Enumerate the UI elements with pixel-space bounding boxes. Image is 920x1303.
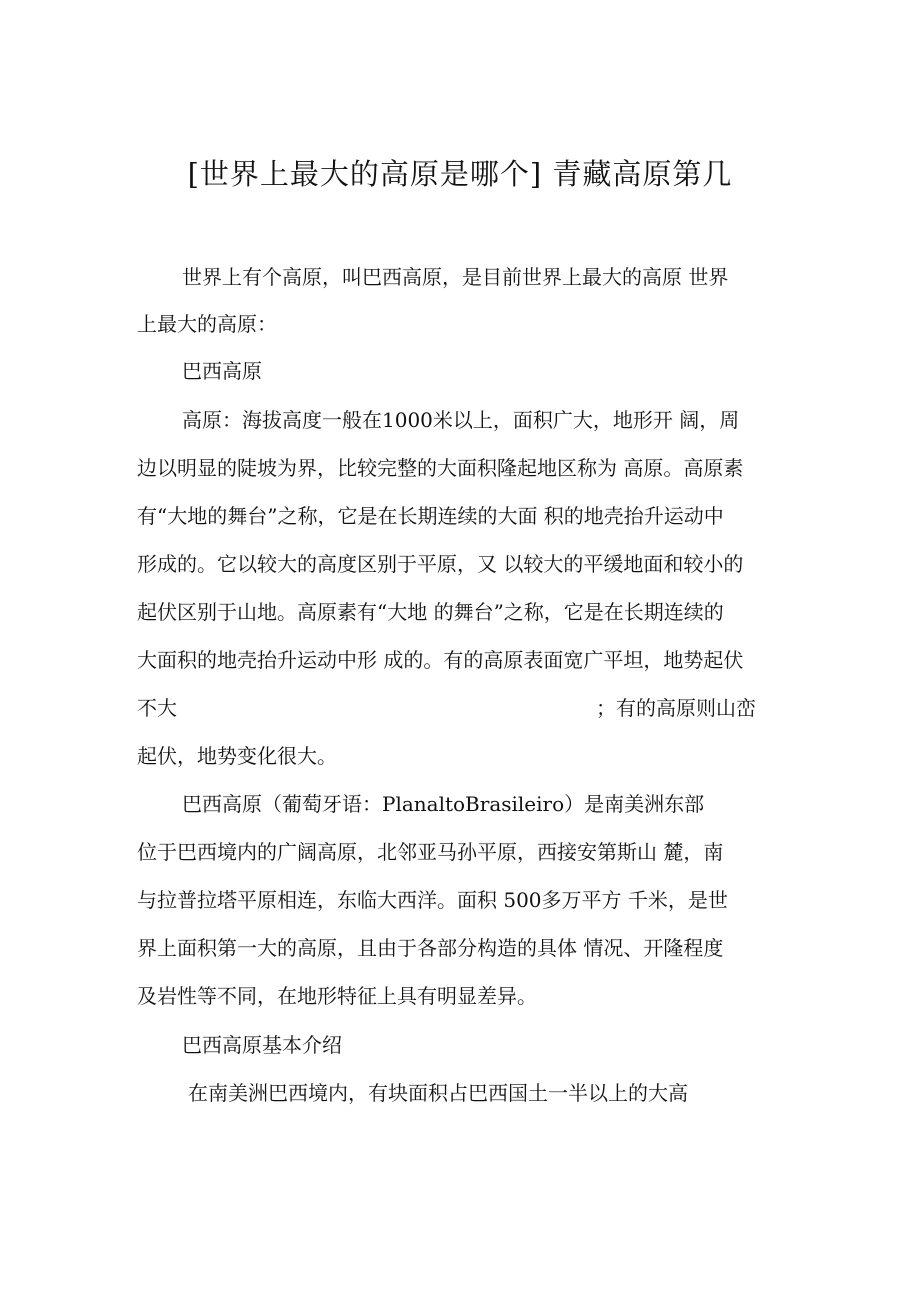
paragraph-line: ；有的高原则山峦	[596, 696, 756, 720]
paragraph-line: 在南美洲巴西境内，有块面积占巴西国土一半以上的大高	[188, 1081, 688, 1105]
paragraph-line: 位于巴西境内的广阔高原，北邻亚马孙平原，西接安第斯山 麓，南	[137, 840, 724, 864]
section-heading: 巴西高原	[182, 359, 262, 383]
paragraph-line: 形成的。它以较大的高度区别于平原，又 以较大的平缓地面和较小的	[137, 552, 744, 576]
paragraph-line: 巴西高原（葡萄牙语：PlanaltoBrasileiro）是南美洲东部	[182, 792, 705, 816]
document-title: [世界上最大的高原是哪个] 青藏高原第几	[187, 157, 733, 191]
paragraph-line: 大面积的地壳抬升运动中形 成的。有的高原表面宽广平坦，地势起伏	[137, 648, 744, 672]
paragraph-line: 与拉普拉塔平原相连，东临大西洋。面积 500多万平方 千米，是世	[137, 888, 728, 912]
section-heading: 巴西高原基本介绍	[182, 1033, 342, 1057]
paragraph-line: 有“大地的舞台”之称，它是在长期连续的大面 积的地壳抬升运动中	[137, 504, 724, 528]
paragraph-line: 起伏区别于山地。高原素有“大地 的舞台”之称，它是在长期连续的	[137, 600, 724, 624]
paragraph-line: 上最大的高原：	[137, 312, 277, 336]
paragraph-line: 世界上有个高原，叫巴西高原，是目前世界上最大的高原 世界	[182, 265, 729, 289]
paragraph-line: 界上面积第一大的高原，且由于各部分构造的具体 情况、开隆程度	[137, 936, 724, 960]
paragraph-line: 及岩性等不同，在地形特征上具有明显差异。	[137, 984, 537, 1008]
paragraph-line: 高原：海拔高度一般在1000米以上，面积广大，地形开 阔，周	[182, 408, 740, 432]
paragraph-line: 边以明显的陡坡为界，比较完整的大面积隆起地区称为 高原。高原素	[137, 456, 744, 480]
paragraph-line: 起伏，地势变化很大。	[137, 744, 337, 768]
paragraph-line: 不大	[137, 696, 177, 720]
